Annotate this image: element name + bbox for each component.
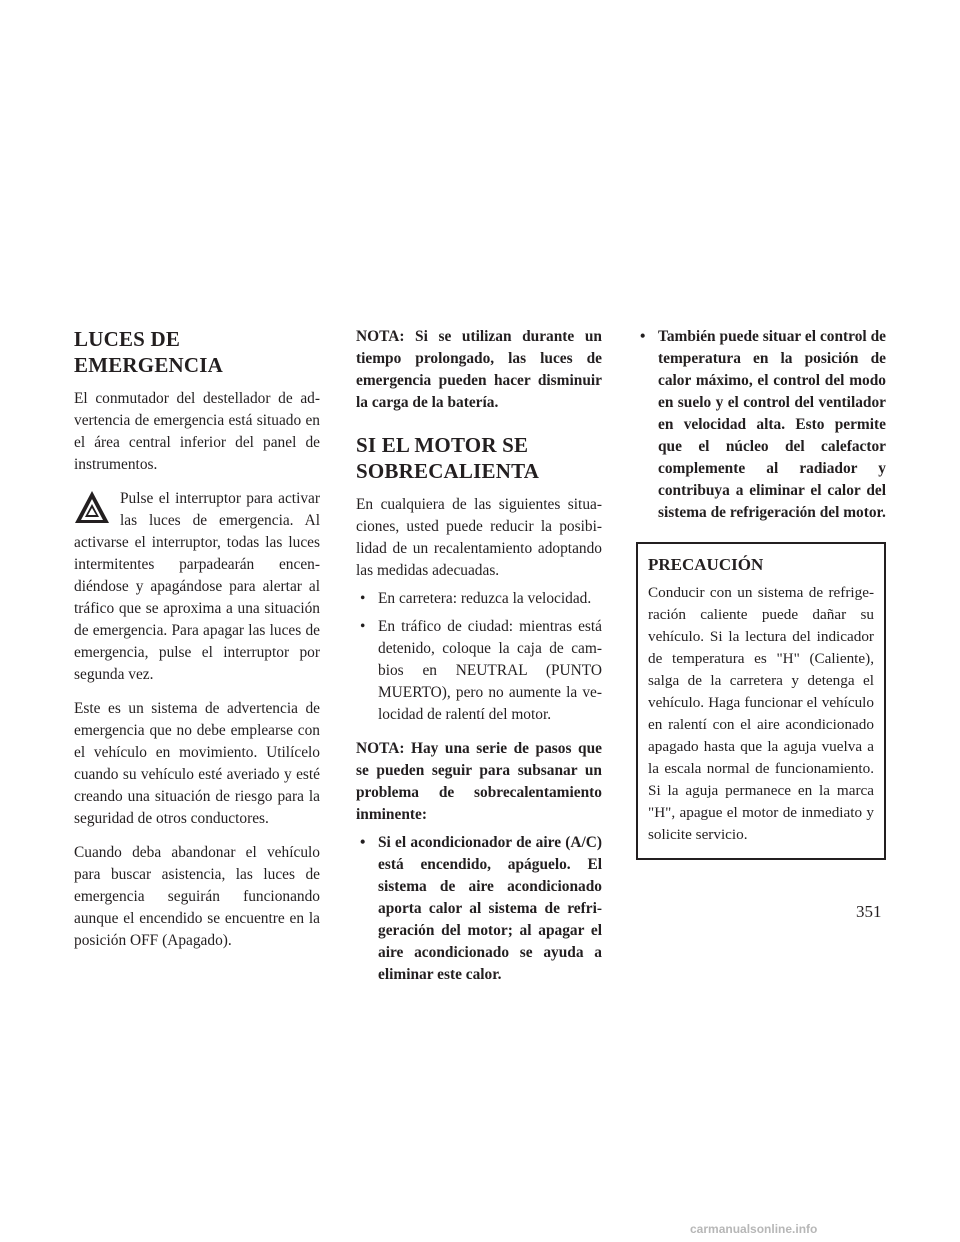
hazard-triangle-icon — [74, 490, 114, 530]
situations-list — [356, 588, 602, 726]
watermark: carmanualsonline.info — [690, 1222, 818, 1236]
steps-list — [356, 832, 602, 986]
caution-box — [636, 542, 886, 860]
paragraph-abandonar-vehiculo: Cuando deba abandonar el vehículo para buscar asistencia, las luces de emergencia seguirán funcionando aunque el encendido se encuentre en la posición OFF (Apagado). — [74, 844, 320, 949]
hazard-instruction — [74, 488, 320, 686]
paragraph-situaciones: En cualquiera de las siguientes situaciones, usted puede reducir la posibilidad de un recalentamiento adoptando las medidas adecuadas. — [356, 496, 602, 579]
heading-motor-sobrecalienta: SI EL MOTOR SE SOBRECALIENTA — [356, 433, 540, 483]
list-item: • En carretera: reduzca la velocidad. — [356, 588, 602, 610]
list-item: • En tráfico de ciudad: mientras está detenido, coloque la caja de cambios en NEUTRAL (PUNTO MUERTO), pero no aumente la velocidad de ralentí del motor. — [356, 616, 602, 726]
note-bateria: NOTA: Si se utilizan durante un tiempo prolongado, las luces de emergencia pueden hacer disminuir la carga de la batería. — [356, 328, 602, 411]
column-right — [636, 326, 886, 860]
caution-title: PRECAUCIÓN — [648, 555, 764, 574]
paragraph-pulse-interruptor: Pulse el interruptor para activar las luces de emergencia. Al activarse el interruptor, todas las luces intermitentes parpadearán encendiéndose y apagándose para alertar al tráfico que se aproxima a una situación de emergencia. Para apagar las luces de emergencia, pulse el interruptor por segunda vez. — [74, 490, 320, 683]
list-item: • Si el acondicionador de aire (A/C) está encendido, apáguelo. El sistema de aire acondicionado aporta calor al sistema de refrigeración del motor; al apagar el aire acondicionado se ayuda a eliminar este calor. — [356, 832, 602, 986]
heading-luces-emergencia: LUCES DE EMERGENCIA — [74, 327, 224, 377]
page-number: 351 — [856, 902, 882, 921]
column-middle — [356, 326, 602, 992]
caution-text: Conducir con un sistema de refrigeración caliente puede dañar su vehículo. Si la lectura del indicador de temperatura es "H" (Caliente), salga de la carretera y detenga el vehículo. Haga funcionar el vehículo en ralentí con el aire acondicionado apagado hasta que la aguja vuelva a la escala normal de funcionamiento. Si la aguja permanece en la marca "H", apague el motor de inmediato y solicite servicio. — [648, 584, 874, 843]
column-left — [74, 326, 320, 952]
note-pasos: NOTA: Hay una serie de pasos que se pueden seguir para subsanar un problema de sobrecalentamiento inminente: — [356, 740, 602, 823]
list-item: • También puede situar el control de temperatura en la posición de calor máximo, el control del modo en suelo y el control del ventilador en velocidad alta. Esto permite que el núcleo del calefactor complemente al radiador y contribuya a eliminar el calor del sistema de refrigeración del motor. — [636, 326, 886, 524]
paragraph-conmutador: El conmutador del destellador de advertencia de emergencia está situado en el área central inferior del panel de instrumentos. — [74, 390, 320, 473]
paragraph-sistema-advertencia: Este es un sistema de advertencia de emergencia que no debe emplearse con el vehículo en movimiento. Utilícelo cuando su vehículo esté averiado y esté creando una situación de riesgo para la seguridad de otros conductores. — [74, 700, 320, 827]
steps-list-continued — [636, 326, 886, 524]
